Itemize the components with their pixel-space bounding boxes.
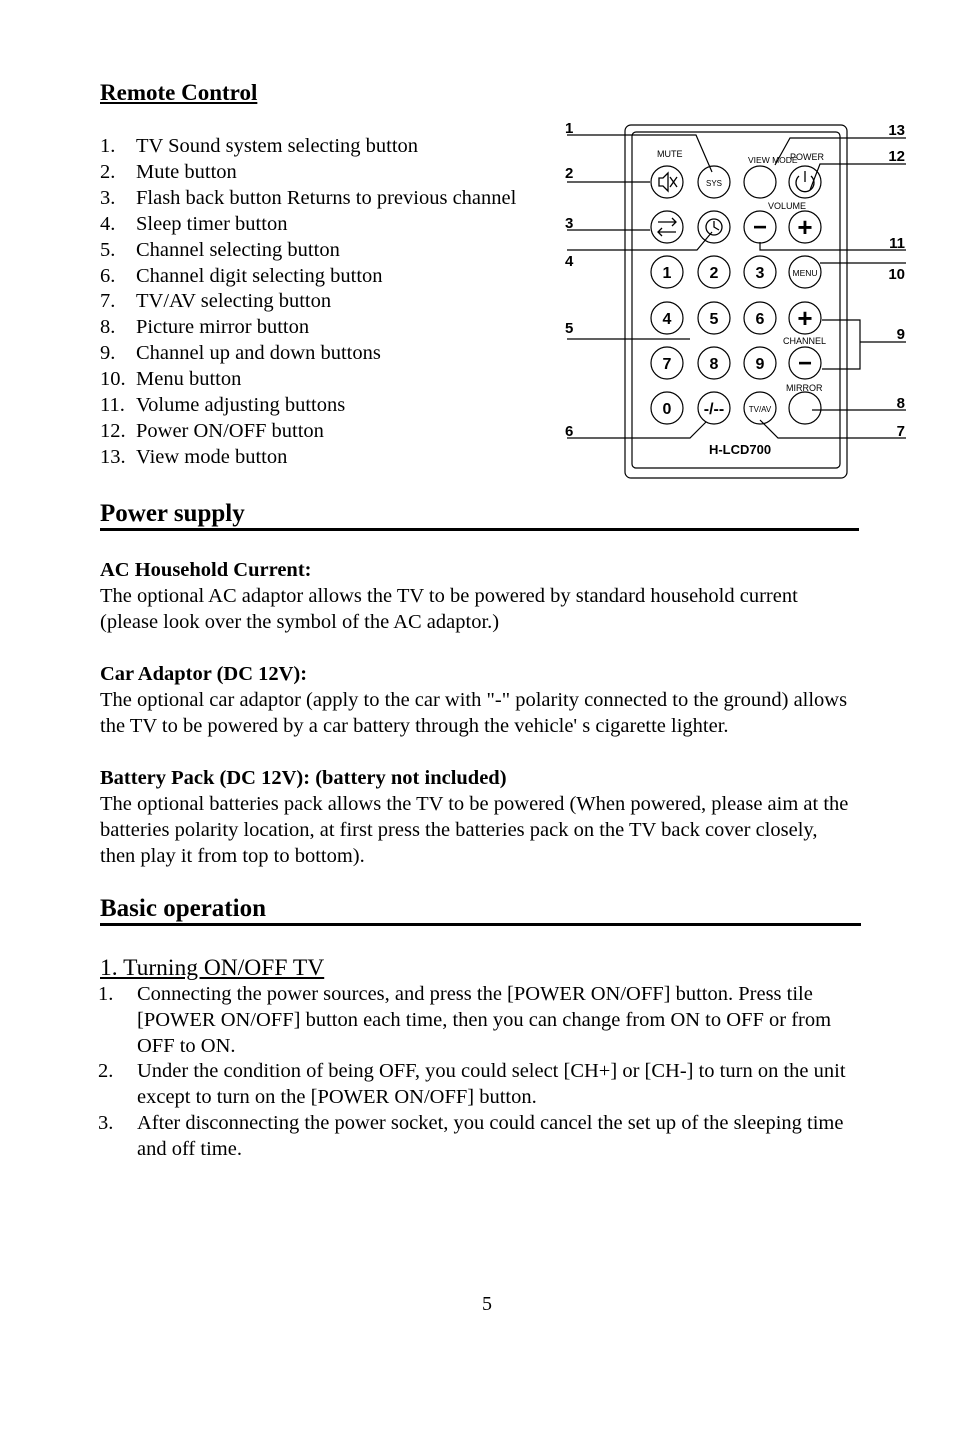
list-item: 5. Channel selecting button: [100, 238, 340, 261]
power-icon: [796, 171, 814, 192]
callout-5: 5: [565, 320, 574, 337]
list-item: 6. Channel digit selecting button: [100, 264, 383, 287]
digit-toggle-label: -/--: [703, 401, 725, 418]
operation-steps: [98, 982, 853, 1163]
battery-pack-body: The optional batteries pack allows the TV to be powered (When powered, please aim at the batteries polarity location, at first press the batteries pack on the TV back cover closely, then play it from top to bottom).: [100, 793, 849, 867]
turning-on-off-heading: 1. Turning ON/OFF TV: [100, 955, 325, 981]
callout-line-6: [567, 422, 706, 438]
list-item: 3. Flash back button Returns to previous channel: [100, 186, 517, 209]
mute-button: [651, 166, 683, 198]
page-number: 5: [482, 1293, 492, 1315]
callout-4: 4: [565, 253, 574, 270]
volume-plus-glyph: +: [797, 212, 813, 242]
tvav-label: TV/AV: [748, 405, 772, 414]
list-item: 1. Connecting the power sources, and press the [POWER ON/OFF] button. Press tile [POWER ON/OFF] button each time, then you can change from ON to OFF or from OFF to ON.: [98, 983, 832, 1057]
list-item: 11. Volume adjusting buttons: [100, 394, 346, 417]
digit-4-label: 4: [662, 311, 672, 328]
remote-control-diagram: [555, 112, 915, 484]
view-mode-label: VIEW MODE: [748, 155, 798, 165]
digit-9-label: 9: [755, 356, 765, 373]
flash-back-button: [651, 211, 683, 243]
callout-3: 3: [565, 215, 574, 232]
callout-9: 9: [896, 326, 905, 343]
channel-label: CHANNEL: [783, 336, 827, 346]
list-item: 1. TV Sound system selecting button: [100, 135, 419, 157]
model-label: H-LCD700: [708, 442, 772, 457]
clock-icon: [706, 219, 722, 235]
ac-heading: AC Household Current:: [100, 559, 312, 581]
channel-minus-glyph: −: [797, 350, 813, 377]
digit-6-label: 6: [755, 311, 765, 328]
callout-line-4: [567, 232, 712, 250]
power-supply-section: [100, 557, 860, 869]
callout-line-12: [810, 164, 906, 190]
list-item: 3. After disconnecting the power socket, you could cancel the set up of the sleeping time and off time.: [98, 1111, 844, 1160]
mute-label: MUTE: [657, 149, 683, 159]
volume-label: VOLUME: [768, 201, 807, 211]
callout-line-7: [760, 420, 906, 438]
callout-6: 6: [565, 423, 574, 440]
callout-12: 12: [888, 148, 905, 165]
callout-bracket-9: [822, 320, 860, 369]
callout-7: 7: [896, 423, 905, 440]
list-item: 10. Menu button: [100, 368, 242, 391]
digit-8-label: 8: [709, 356, 719, 373]
remote-control-title: Remote Control: [100, 80, 258, 105]
list-item: 7. TV/AV selecting button: [100, 290, 332, 313]
car-adaptor-body: The optional car adaptor (apply to the car with "-" polarity connected to the ground) allows the TV to be powered by a car battery through the vehicle' s cigarette lighter.: [100, 689, 848, 737]
mirror-label: MIRROR: [786, 383, 823, 393]
battery-pack-heading: Battery Pack (DC 12V): (battery not included): [100, 767, 507, 789]
list-item: 2. Mute button: [100, 160, 237, 183]
callout-line-1: [567, 135, 712, 172]
view-mode-button: [744, 166, 776, 198]
callout-8: 8: [896, 395, 905, 412]
sys-label: SYS: [705, 179, 723, 188]
callout-13: 13: [888, 122, 905, 139]
callout-line-11: [760, 242, 906, 250]
callout-1: 1: [565, 120, 574, 137]
digit-0-label: 0: [662, 401, 672, 418]
callout-2: 2: [565, 165, 574, 182]
power-label: POWER: [790, 152, 825, 162]
menu-label: MENU: [792, 268, 818, 278]
car-adaptor-heading: Car Adaptor (DC 12V):: [100, 663, 308, 685]
remote-outline-outer: [625, 125, 847, 478]
digit-3-label: 3: [755, 265, 765, 282]
digit-2-label: 2: [709, 265, 719, 282]
list-item: 4. Sleep timer button: [100, 212, 288, 235]
flash-back-icon: [658, 218, 676, 236]
ac-body: The optional AC adaptor allows the TV to be powered by standard household current (please look over the symbol of the AC adaptor.): [100, 585, 798, 633]
channel-plus-glyph: +: [797, 303, 813, 333]
mirror-button: [789, 392, 821, 424]
power-supply-title: Power supply: [100, 500, 859, 531]
basic-operation-title: Basic operation: [100, 895, 861, 926]
callout-11: 11: [889, 235, 905, 252]
list-item: 8. Picture mirror button: [100, 316, 310, 339]
list-item: 12. Power ON/OFF button: [100, 419, 324, 442]
volume-minus-glyph: −: [752, 214, 768, 241]
list-item: 13. View mode button: [100, 445, 288, 468]
digit-7-label: 7: [662, 356, 672, 373]
remote-button-list: [100, 134, 550, 471]
speaker-mute-icon: [659, 173, 677, 191]
list-item: 9. Channel up and down buttons: [100, 342, 381, 365]
list-item: 2. Under the condition of being OFF, you could select [CH+] or [CH-] to turn on the unit except to turn on the [POWER ON/OFF] button.: [98, 1060, 846, 1109]
digit-1-label: 1: [662, 265, 672, 282]
digit-5-label: 5: [709, 311, 719, 328]
callout-10: 10: [888, 266, 905, 283]
